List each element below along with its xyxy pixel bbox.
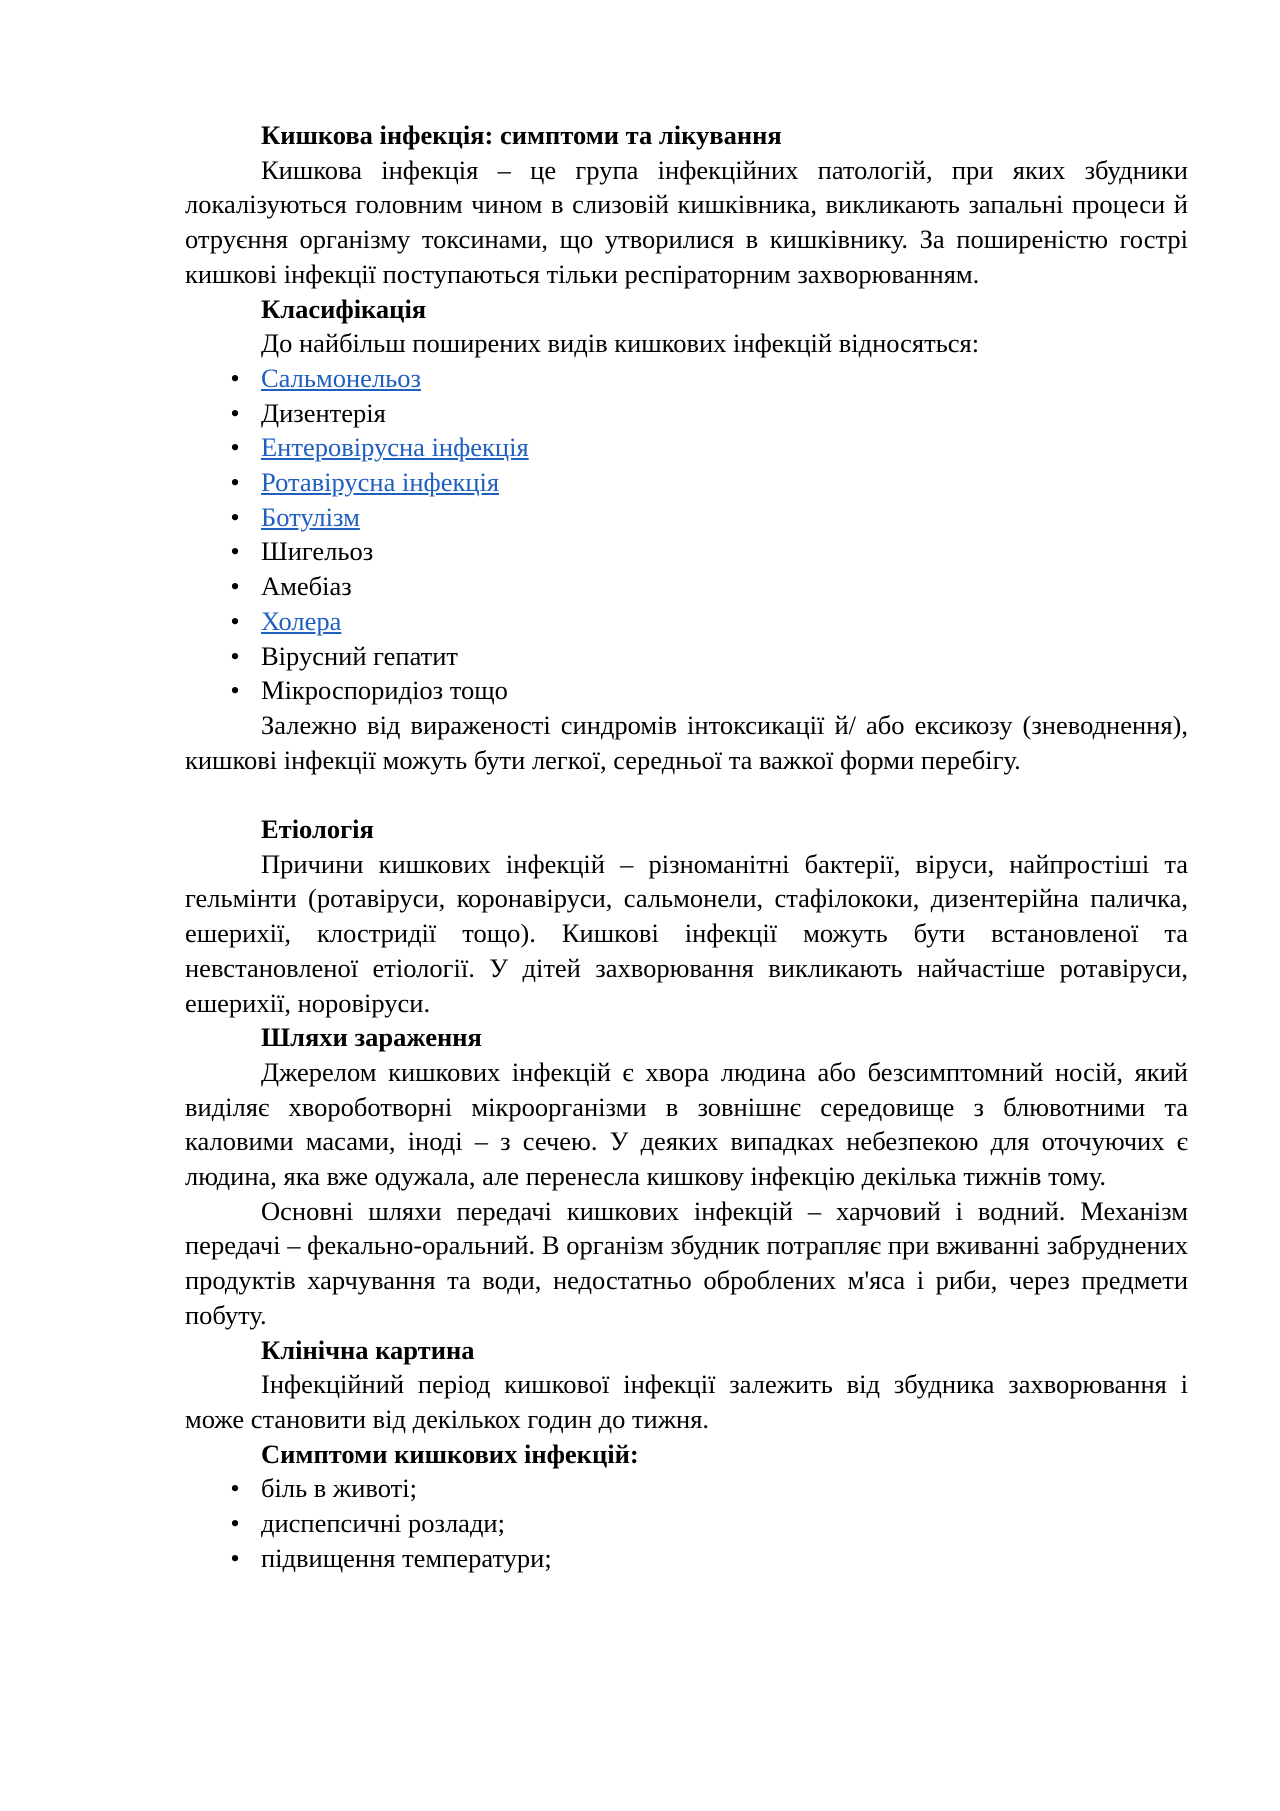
list-item-link[interactable]: Сальмонельоз: [261, 362, 421, 393]
list-item-link[interactable]: Ротавірусна інфекція: [261, 467, 500, 498]
list-item-link[interactable]: Ентеровірусна інфекція: [261, 432, 529, 463]
bullet-icon: •: [230, 1542, 240, 1573]
list-item-text: підвищення температури;: [261, 1542, 552, 1573]
list-item-text: Вірусний гепатит: [261, 640, 459, 671]
list-item-text: Дизентерія: [261, 397, 386, 428]
list-item[interactable]: [185, 604, 1188, 639]
classification-heading: Класифікація: [261, 293, 427, 324]
transmission-paragraph-1: Джерелом кишкових інфекцій є хвора людина або безсимптомний носій, який виділяє хвороботворні мікроорганізми в зовнішнє середовище з блювотними та каловими масами, іноді – з сечею. У деяких випадках небезпекою для оточуючих є людина, яка вже одужала, але перенесла кишкову інфекцію декілька тижнів тому.: [185, 1056, 1188, 1192]
bullet-icon: •: [230, 1508, 240, 1539]
list-item-text: Шигельоз: [261, 536, 374, 567]
bullet-icon: •: [230, 362, 240, 393]
classification-list: [185, 361, 1188, 708]
clinical-heading: Клінічна картина: [261, 1334, 475, 1365]
list-item[interactable]: [185, 361, 1188, 396]
intro-paragraph: Кишкова інфекція – це група інфекційних патологій, при яких збудники локалізуються головним чином в слизовій кишківника, викликають запальні процеси й отруєння організму токсинами, що утворилися в кишківнику. За поширеністю гострі кишкові інфекції поступаються тільки респіраторним захворюванням.: [185, 154, 1188, 289]
bullet-icon: •: [230, 397, 240, 428]
symptoms-heading: Симптоми кишкових інфекцій:: [261, 1438, 639, 1469]
list-item: [185, 534, 1188, 569]
bullet-icon: •: [230, 571, 240, 602]
bullet-icon: •: [230, 467, 240, 498]
etiology-paragraph: Причини кишкових інфекцій – різноманітні бактерії, віруси, найпростіші та гельмінти (ротавіруси, коронавіруси, сальмонели, стафілококи, дизентерійна паличка, ешерихії, клостридії тощо). Кишкові інфекції можуть бути встановленої та невстановленої етіології. У дітей захворювання викликають найчастіше ротавіруси, ешерихії, норовіруси.: [185, 848, 1188, 1018]
list-item-link[interactable]: Холера: [261, 605, 342, 636]
document-title: Кишкова інфекція: симптоми та лікування: [261, 120, 782, 150]
clinical-paragraph: Інфекційний період кишкової інфекції залежить від збудника захворювання і може становити від декількох годин до тижня.: [185, 1369, 1188, 1434]
document-page: [185, 118, 1188, 1576]
list-item: [185, 673, 1188, 708]
list-item-text: Мікроспоридіоз тощо: [261, 675, 508, 706]
classification-lead: До найбільш поширених видів кишкових інфекцій відносяться:: [261, 328, 980, 359]
bullet-icon: •: [230, 1473, 240, 1504]
list-item: [185, 1471, 1188, 1506]
list-item-link[interactable]: Ботулізм: [261, 501, 360, 532]
bullet-icon: •: [230, 640, 240, 671]
list-item: [185, 1506, 1188, 1541]
list-item: [185, 569, 1188, 604]
classification-note: Залежно від вираженості синдромів інтоксикації й/ або ексикозу (зневоднення), кишкові інфекції можуть бути легкої, середньої та важкої форми перебігу.: [185, 709, 1188, 775]
bullet-icon: •: [230, 605, 240, 636]
list-item: [185, 1541, 1188, 1576]
list-item: [185, 396, 1188, 431]
list-item-text: Амебіаз: [261, 571, 352, 602]
blank-line: [185, 777, 1188, 812]
list-item: [185, 639, 1188, 674]
bullet-icon: •: [230, 501, 240, 532]
transmission-paragraph-2: Основні шляхи передачі кишкових інфекцій – харчовий і водний. Механізм передачі – фекально-оральний. В організм збудник потрапляє при вживанні забруднених продуктів харчування та води, недостатньо оброблених м'яса і риби, через предмети побуту.: [185, 1195, 1188, 1330]
list-item[interactable]: [185, 465, 1188, 500]
etiology-heading: Етіологія: [261, 814, 374, 845]
symptoms-list: [185, 1471, 1188, 1575]
bullet-icon: •: [230, 675, 240, 706]
list-item[interactable]: [185, 430, 1188, 465]
transmission-heading: Шляхи зараження: [261, 1022, 482, 1053]
bullet-icon: •: [230, 536, 240, 567]
list-item-text: біль в животі;: [261, 1473, 417, 1504]
list-item-text: диспепсичні розлади;: [261, 1508, 505, 1539]
bullet-icon: •: [230, 432, 240, 463]
list-item[interactable]: [185, 500, 1188, 535]
